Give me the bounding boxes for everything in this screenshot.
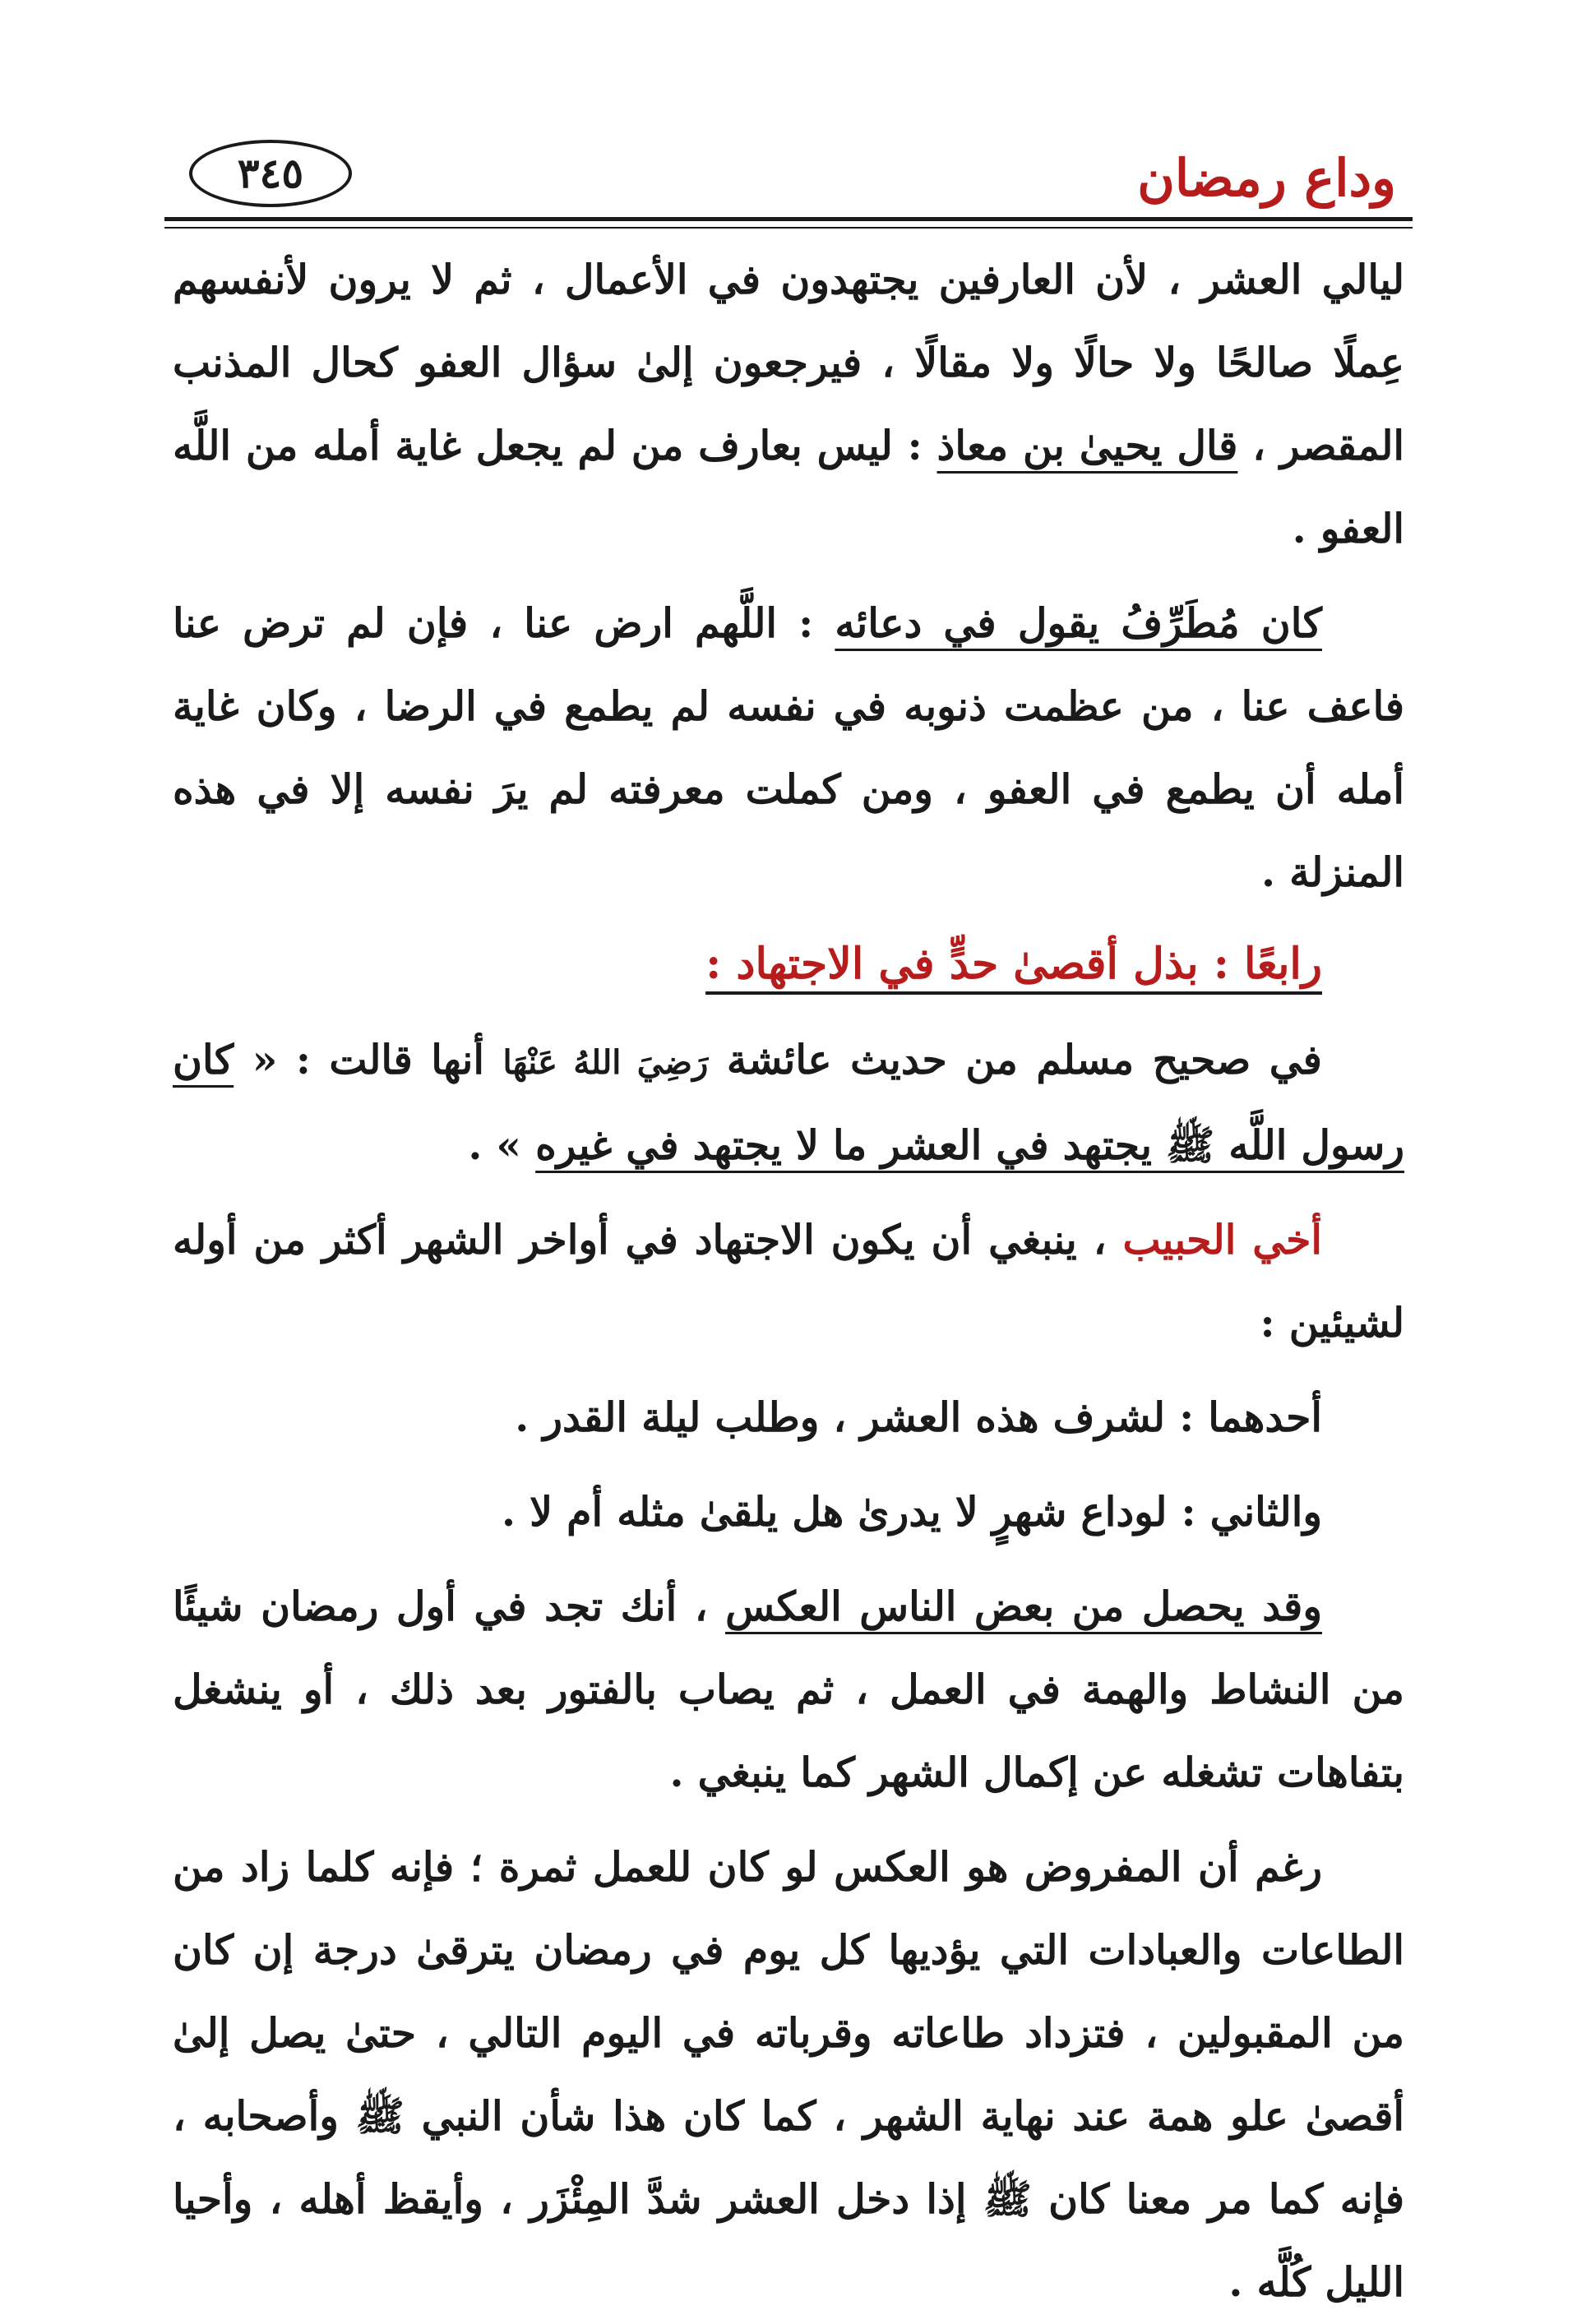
paragraph-7-underlined: وقد يحصل من بعض الناس العكس — [725, 1582, 1323, 1630]
paragraph-7 — [173, 1565, 1404, 1814]
section-heading — [173, 922, 1404, 1005]
paragraph-6 — [173, 1471, 1404, 1554]
paragraph-4-red: أخي الحبيب — [1122, 1216, 1322, 1264]
paragraph-3-end: » . — [468, 1121, 536, 1169]
paragraph-7-end: ، أنك تجد في أول رمضان شيئًا من النشاط والهمة في العمل ، ثم يصاب بالفتور بعد ذلك ، أو ينشغل بتفاهات تشغله عن إكمال الشهر كما ينبغي . — [173, 1582, 1404, 1796]
running-title: وداع رمضان — [1137, 148, 1396, 208]
page-header — [164, 123, 1413, 214]
paragraph-1-underlined: قال يحيىٰ بن معاذ — [936, 422, 1238, 469]
paragraph-4 — [173, 1199, 1404, 1365]
paragraph-5-text: أحدهما : لشرف هذه العشر ، وطلب ليلة القدر . — [515, 1393, 1322, 1441]
paragraph-1 — [173, 238, 1404, 571]
paragraph-6-text: والثاني : لوداع شهرٍ لا يدرىٰ هل يلقىٰ مثله أم لا . — [502, 1488, 1322, 1536]
header-rule-thin — [164, 227, 1413, 229]
hadith-quote: كان رسول اللَّه ﷺ يجتهد في العشر ما لا يجتهد في غيره — [173, 1036, 1404, 1169]
paragraph-4-end: ، ينبغي أن يكون الاجتهاد في أواخر الشهر أكثر من أوله لشيئين : — [173, 1216, 1404, 1347]
paragraph-3 — [173, 1019, 1404, 1187]
paragraph-8-text: رغم أن المفروض هو العكس لو كان للعمل ثمرة ؛ فإنه كلما زاد من الطاعات والعبادات التي يؤديها كل يوم في رمضان يترقىٰ درجة إن كان من المقبولين ، فتزداد طاعاته وقرباته في اليوم التالي ، حتىٰ يصل إلىٰ أقصىٰ علو همة عند نهاية الشهر ، كما كان هذا شأن النبي ﷺ وأصحابه ، فإنه كما مر معنا كان ﷺ إذا دخل العشر شدَّ المِئْزَر ، وأيقظ أهله ، وأحيا الليل كُلَّه . — [173, 1843, 1404, 2306]
section-heading-text: رابعًا : بذل أقصىٰ حدٍّ في الاجتهاد : — [705, 939, 1322, 989]
paragraph-1-end: : ليس بعارف من لم يجعل غاية أمله من اللَّه العفو . — [173, 422, 1404, 552]
paragraph-1-text: ليالي العشر ، لأن العارفين يجتهدون في الأعمال ، ثم لا يرون لأنفسهم عِملًا صالحًا ولا حالًا ولا مقالًا ، فيرجعون إلىٰ سؤال العفو كحال المذنب المقصر ، — [173, 256, 1405, 469]
paragraph-5 — [173, 1376, 1404, 1459]
honorific-aisha: رَضِيَ اللهُ عَنْهَا — [502, 1043, 709, 1082]
paragraph-2 — [173, 582, 1404, 914]
page-number-badge: ٣٤٥ — [189, 140, 352, 207]
paragraph-2-underlined: كان مُطَرِّفُ يقول في دعائه — [835, 599, 1322, 647]
paragraph-3-start: في صحيح مسلم من حديث عائشة — [708, 1036, 1322, 1083]
header-rule-thick — [164, 217, 1413, 221]
paragraph-3-mid: أنها قالت : « — [234, 1036, 503, 1083]
page-body — [173, 238, 1404, 2324]
paragraph-8 — [173, 1826, 1404, 2324]
paragraph-2-end: : اللَّهم ارض عنا ، فإن لم ترض عنا فاعف عنا ، من عظمت ذنوبه في نفسه لم يطمع في الرضا ، وكان غاية أمله أن يطمع في العفو ، ومن كملت معرفته لم يرَ نفسه إلا في هذه المنزلة . — [173, 599, 1404, 896]
